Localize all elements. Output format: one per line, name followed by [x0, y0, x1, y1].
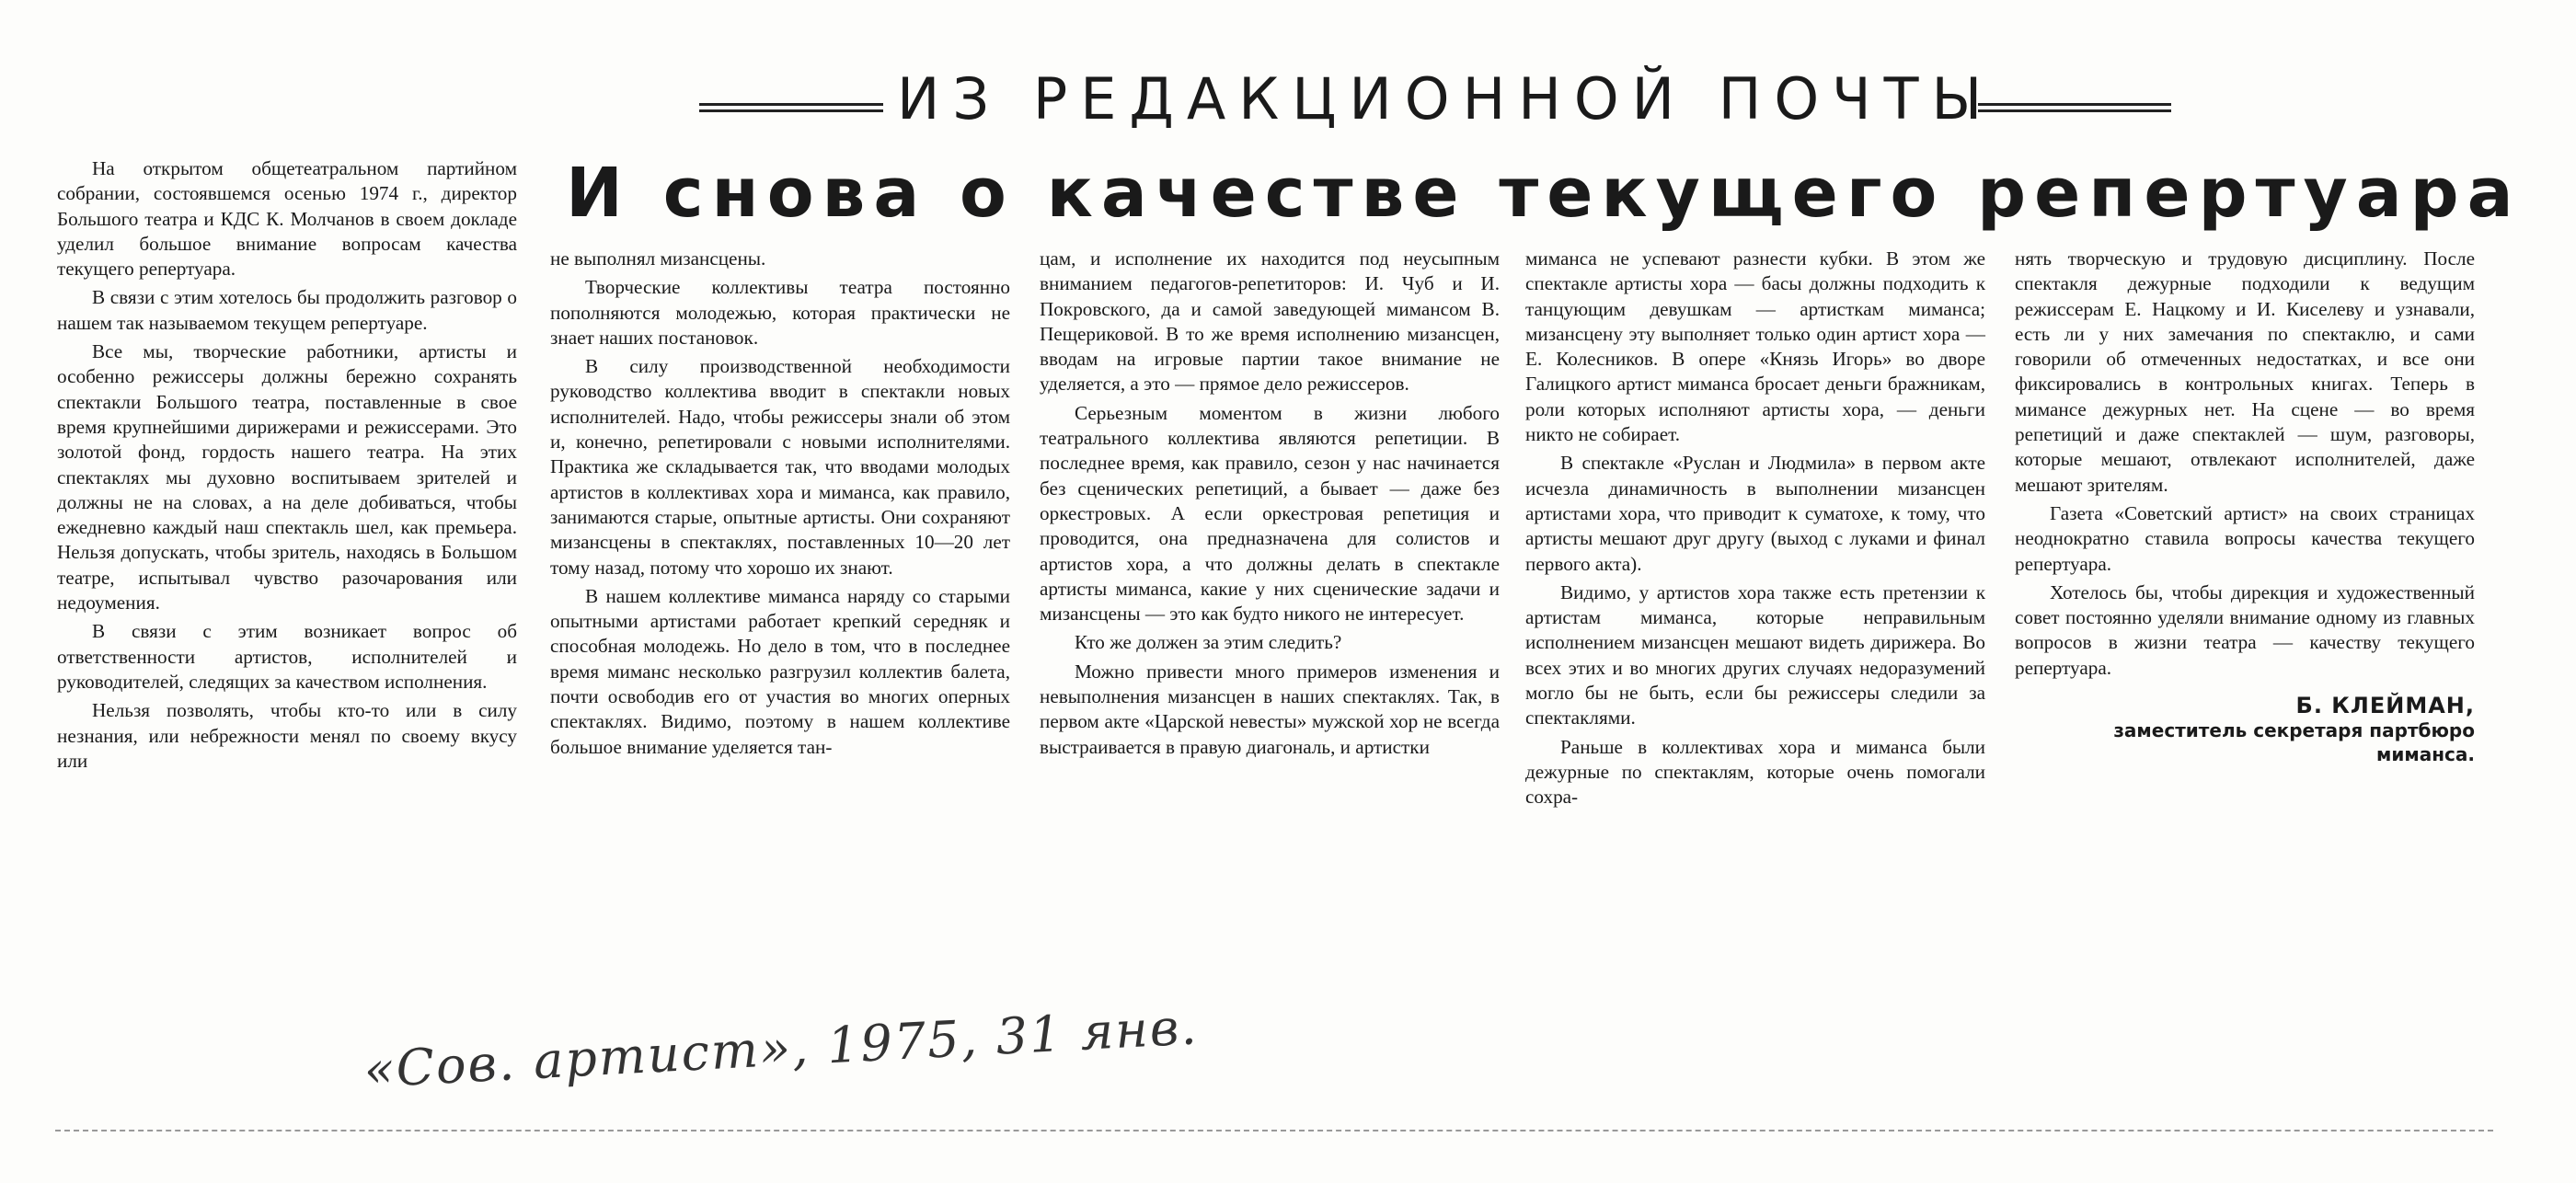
article-headline: И снова о качестве текущего репертуара — [566, 154, 2522, 233]
paragraph: Хотелось бы, чтобы дирекция и художественный совет постоянно уделяли внимание одному из главных вопросов в жизни театра — качеству текущего репертуара. — [2015, 580, 2475, 679]
rubric-rule-right — [1978, 103, 2171, 112]
paragraph: Все мы, творческие работники, артисты и особенно режиссеры должны бережно сохранять спектакли Большого театра, поставленные в свое время крупнейшими дирижерами и режиссерами. Это золотой фонд, гордость нашего театра. На этих спектаклях мы духовно воспитываем зрителей и должны не на словах, а на деле добиваться, чтобы ежедневно каждый наш спектакль шел, как премьера. Нельзя допускать, чтобы зритель, находясь в Большом театре, испытывал чувство разочарования или недоумения. — [57, 340, 517, 614]
paragraph: цам, и исполнение их находится под неусыпным вниманием педагогов-репетиторов: И. Чуб и И. Покровского, да и самой заведующей мимансом В. Пещериковой. В то же время исполнению мизансцен, вводам на игровые партии такое внимание не уделяется, а это — прямое дело режиссеров. — [1040, 247, 1500, 396]
paragraph: не выполнял мизансцены. — [550, 247, 766, 270]
paragraph: На открытом общетеатральном партийном собрании, состоявшемся осенью 1974 г., директор Большого театра и КДС К. Молчанов в своем докладе уделил большое внимание вопросам качества текущего репертуара. — [57, 157, 517, 281]
paragraph: нять творческую и трудовую дисциплину. После спектакля дежурные подходили к ведущим режиссерам Е. Нацкому и И. Киселеву и узнавали, есть ли у них замечания по спектаклю, и сами говорили об отмеченных недостатках, и все они фиксировались в контрольных книгах. Теперь в мимансе дежурных нет. На сцене — во время репетиций и даже спектаклей — шум, разговоры, которые мешают, отвлекают исполнителей, даже мешают зрителям. — [2015, 247, 2475, 496]
handwritten-source-note: «Сов. артист», 1975, 31 янв. — [362, 997, 1200, 1099]
paragraph: миманса не успевают разнести кубки. В этом же спектакле артисты хора — басы должны подходить к танцующим девушкам — артисткам миманса; мизансцену эту выполняет только один артист хора — Е. Колесников. В опере «Князь Игорь» во дворе Галицкого артист миманса бросает деньги бражникам, роли которых исполняют артисты хора, — деньги никто не собирает. — [1525, 247, 1985, 446]
author-name: Б. КЛЕЙМАН, — [2295, 693, 2475, 719]
paragraph: Нельзя позволять, чтобы кто-то или в силу незнания, или небрежности менял по своему вкусу или — [57, 699, 517, 772]
rubric-header — [699, 63, 2171, 136]
article-column-3 — [1040, 247, 1500, 760]
paragraph: Серьезным моментом в жизни любого театрального коллектива являются репетиции. В последнее время, как правило, сезон у нас начинается без сценических репетиций, а бывает — даже без оркестровых. А если оркестровая репетиция и проводится, она предназначена для солистов и артистов хора, а что должны делать в спектакле артисты миманса, какие у них сценические задачи и мизансцены — это как будто никого не интересует. — [1040, 401, 1500, 626]
paragraph: В связи с этим хотелось бы продолжить разговор о нашем так называемом текущем репертуаре. — [57, 286, 517, 334]
paragraph: Творческие коллективы театра постоянно пополняются молодежью, которая практически не знает наших постановок. — [550, 276, 1010, 349]
rubric-title: ИЗ РЕДАКЦИОННОЙ ПОЧТЫ — [897, 65, 1995, 132]
article-column-5 — [2015, 247, 2475, 766]
paragraph: Можно привести много примеров изменения и невыполнения мизансцен в наших спектаклях. Так, в первом акте «Царской невесты» мужской хор не всегда выстраивается в правую диагональ, и артистки — [1040, 660, 1500, 758]
paragraph: Газета «Советский артист» на своих страницах неоднократно ставила вопросы качества текущего репертуара. — [2015, 501, 2475, 575]
rubric-rule-left — [699, 103, 883, 112]
article-column-4 — [1525, 247, 1985, 810]
paragraph: В нашем коллективе миманса наряду со старыми опытными артистами работает крепкий середняк и способная молодежь. Но дело в том, что в последнее время миманс несколько разгрузил коллектив балета, почти освободив его от участия во многих оперных спектаклях. Видимо, поэтому в нашем коллективе большое внимание уделяется тан- — [550, 584, 1010, 758]
paragraph: В спектакле «Руслан и Людмила» в первом акте исчезла динамичность в выполнении мизансцен артистами хора, что приводит к суматохе, к тому, что артисты мешают друг другу (выход с луками и финал первого акта). — [1525, 452, 1985, 575]
paragraph: Видимо, у артистов хора также есть претензии к артистам миманса, которые неправильным исполнением мизансцен мешают видеть дирижера. Во всех этих и во многих других случаях недоразумений могло бы не быть, если бы режиссеры следили за спектаклями. — [1525, 580, 1985, 729]
article-column-1 — [57, 156, 517, 774]
author-position: заместитель секретаря партбюро миманса. — [2113, 719, 2475, 766]
author-signature — [2015, 694, 2475, 766]
paragraph: В связи с этим возникает вопрос об ответственности артистов, исполнителей и руководителей, следящих за качеством исполнения. — [57, 620, 517, 693]
article-column-2 — [550, 247, 1010, 760]
cut-line-divider — [55, 1130, 2493, 1131]
paragraph: Раньше в коллективах хора и миманса были дежурные по спектаклям, которые очень помогали сохра- — [1525, 735, 1985, 809]
paragraph: В силу производственной необходимости руководство коллектива вводит в спектакли новых исполнителей. Надо, чтобы режиссеры знали об этом и, конечно, репетировали с новыми исполнителями. Практика же складывается так, что вводами молодых артистов в коллективах хора и миманса, как правило, занимаются старые, опытные артисты. Они сохраняют мизансцены в спектаклях, поставленных 10—20 лет тому назад, потому что хорошо их знают. — [550, 355, 1010, 579]
paragraph: Кто же должен за этим следить? — [1075, 631, 1342, 654]
